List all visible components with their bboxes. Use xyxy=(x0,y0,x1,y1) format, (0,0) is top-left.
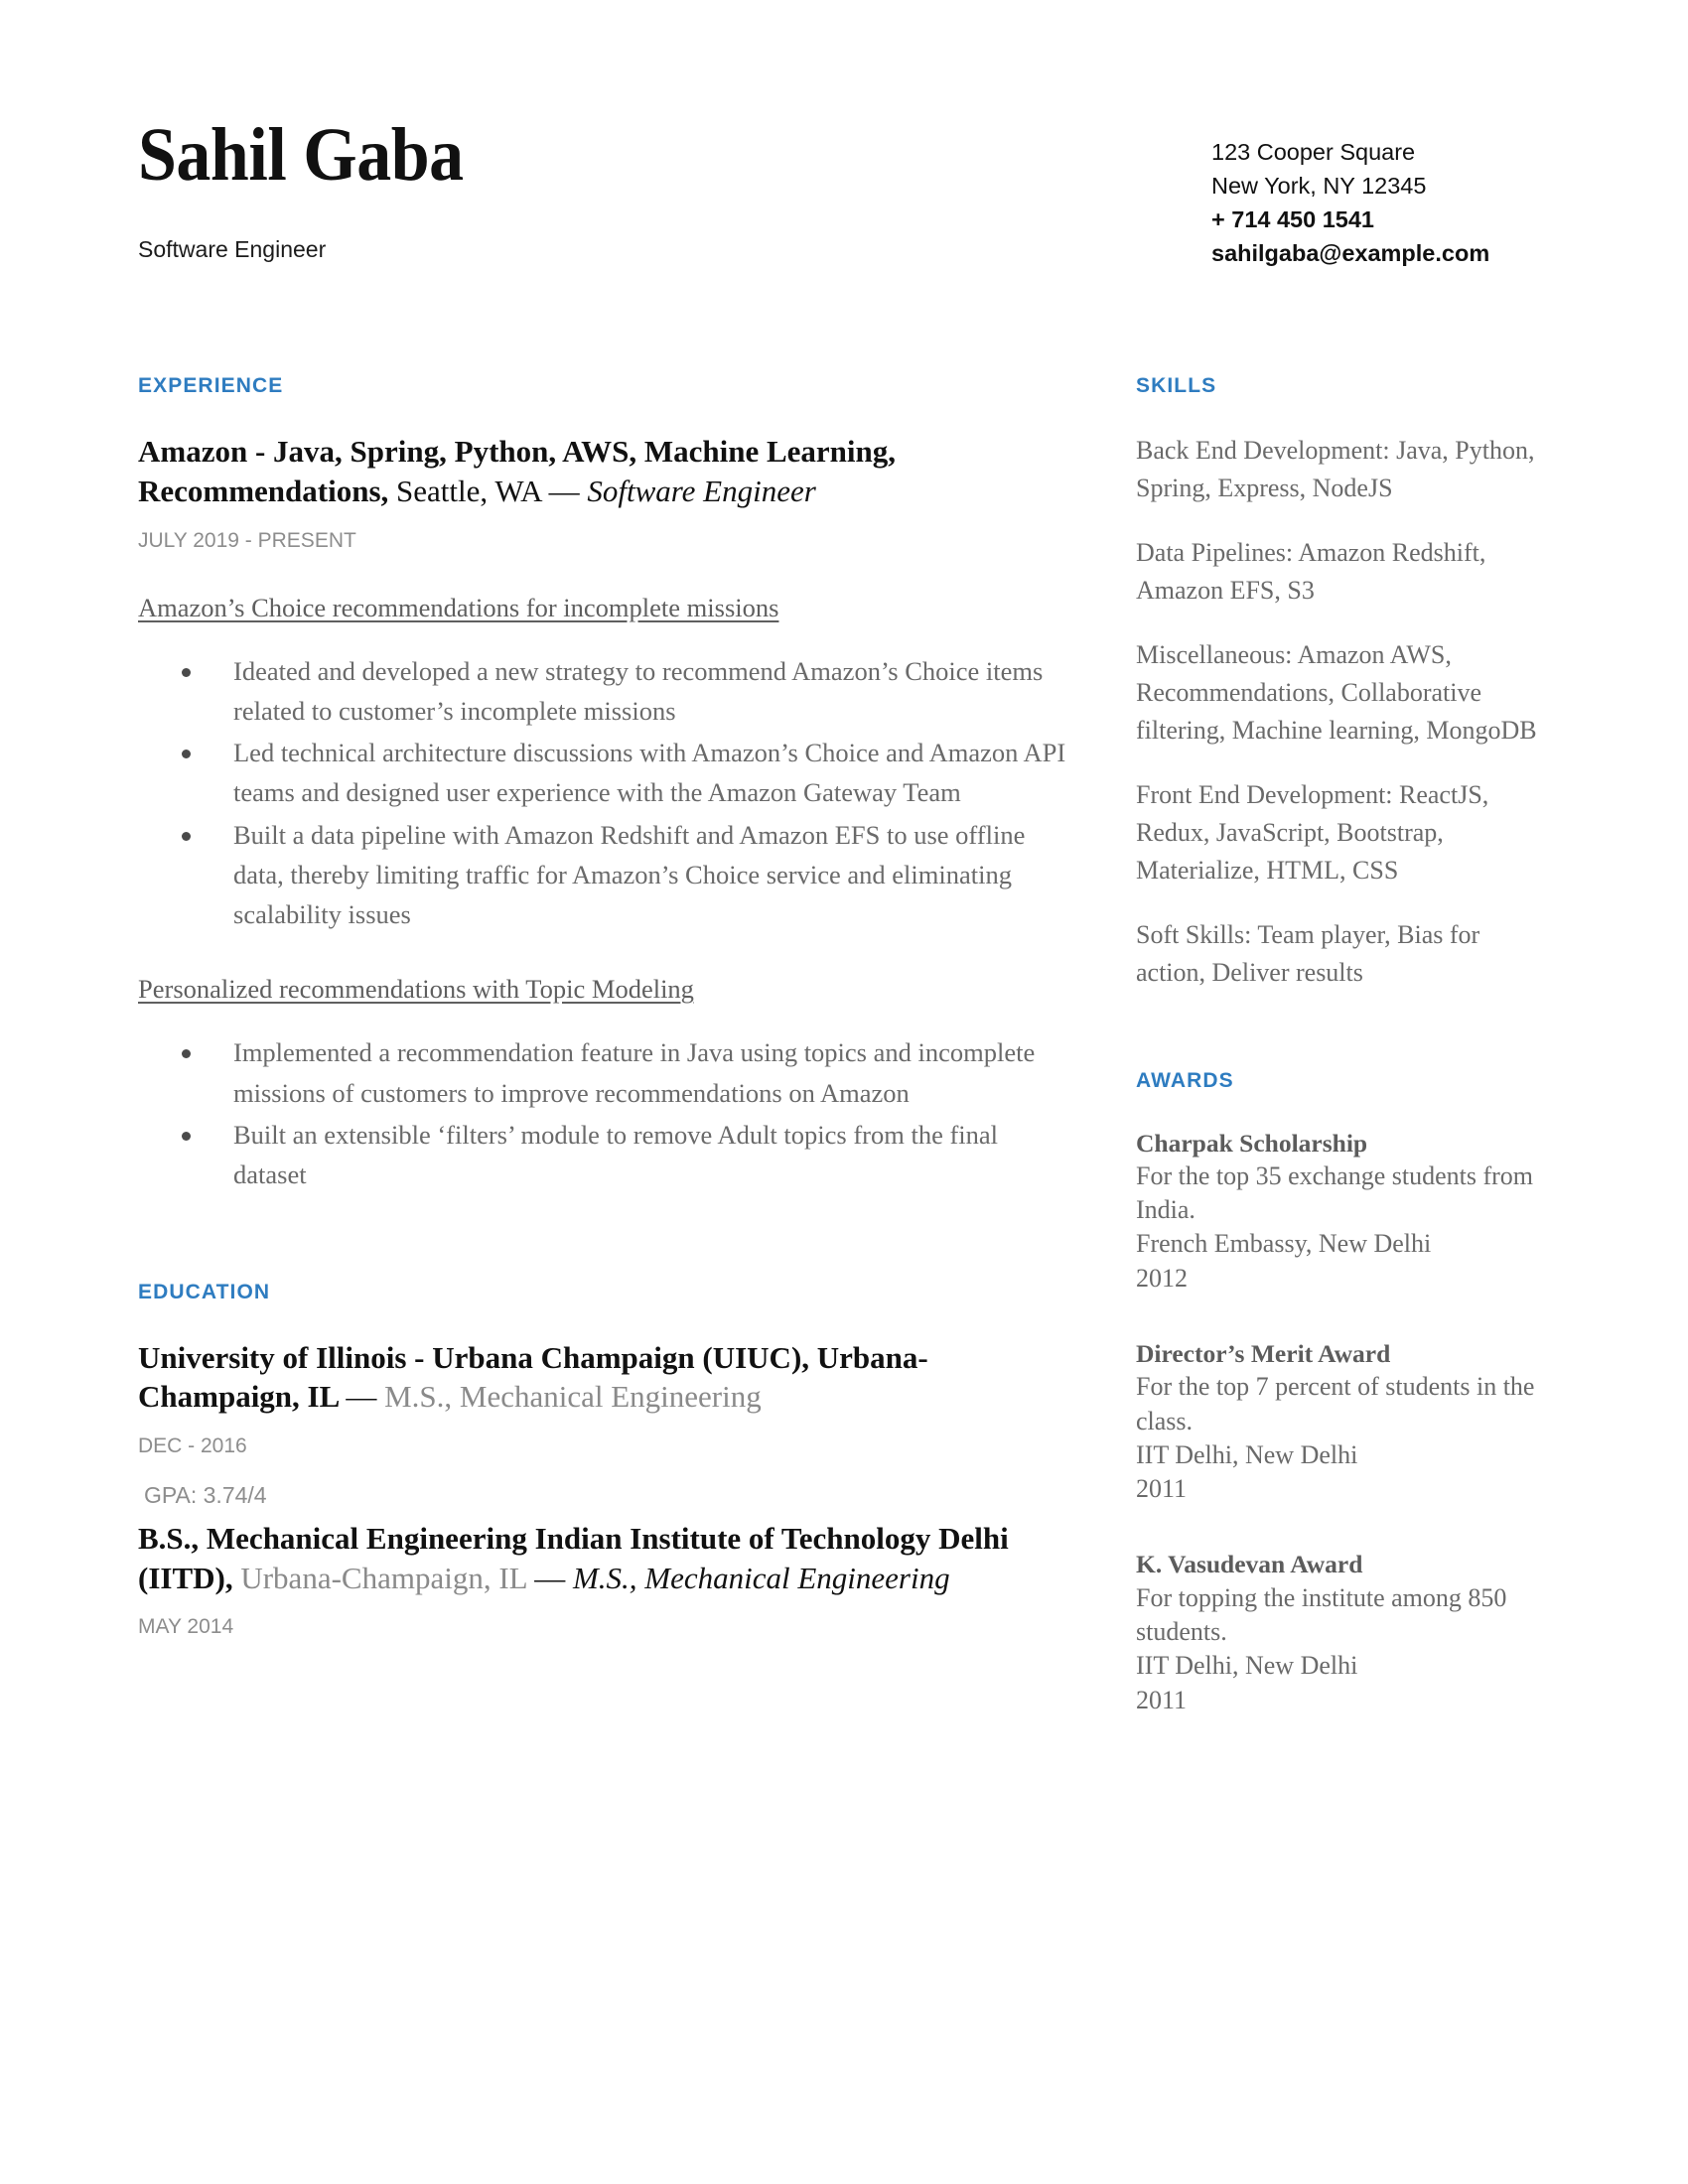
heading-run: Software Engineer xyxy=(587,473,816,508)
awards-list xyxy=(1136,1127,1548,1717)
award-detail-line: For the top 35 exchange students from India. xyxy=(1136,1160,1534,1225)
candidate-name: Sahil Gaba xyxy=(138,113,464,197)
award-detail-line: IIT Delhi, New Delhi xyxy=(1136,1651,1358,1681)
award-detail-line: 2012 xyxy=(1136,1263,1188,1293)
heading-run: M.S., Mechanical Engineering xyxy=(572,1560,950,1595)
bullet-item: Implemented a recommendation feature in Java using topics and incomplete missions of customers to improve recommendations on Amazon xyxy=(176,1032,1071,1113)
heading-run: — xyxy=(346,1379,385,1415)
contact-address-line-2: New York, NY 12345 xyxy=(1211,173,1427,200)
award-name: K. Vasudevan Award xyxy=(1136,1550,1363,1579)
skills-section-title: SKILLS xyxy=(1136,374,1217,398)
heading-run: Seattle, WA xyxy=(388,473,549,508)
skill-group: Miscellaneous: Amazon AWS, Recommendations, Collaborative filtering, Machine learning, MongoDB xyxy=(1136,640,1537,745)
bullet-item: Ideated and developed a new strategy to recommend Amazon’s Choice items related to customer’s incomplete missions xyxy=(176,651,1071,732)
project-subheading: Personalized recommendations with Topic Modeling xyxy=(138,974,694,1005)
heading-run: B.S., Mechanical Engineering Indian Institute of Technology Delhi (IITD), xyxy=(138,1520,1009,1595)
contact-block xyxy=(1211,117,1539,270)
bullet-list xyxy=(138,1032,1071,1194)
heading-run: M.S., Mechanical Engineering xyxy=(384,1379,762,1415)
experience-section xyxy=(138,374,1071,1194)
awards-section-title: AWARDS xyxy=(1136,1068,1234,1092)
skill-group: Back End Development: Java, Python, Spring, Express, NodeJS xyxy=(1136,436,1535,503)
heading-run: Amazon - Java, Spring, Python, AWS, Machine Learning, Recommendations, xyxy=(138,434,897,508)
experience-entry-date: JULY 2019 - PRESENT xyxy=(138,528,356,552)
contact-address-line-1: 123 Cooper Square xyxy=(1211,139,1416,165)
experience-entries xyxy=(138,432,1071,1194)
skill-group: Front End Development: ReactJS, Redux, JavaScript, Bootstrap, Materialize, HTML, CSS xyxy=(1136,779,1489,885)
education-entry-heading xyxy=(138,1519,1071,1597)
education-entries xyxy=(138,1338,1071,1640)
award-detail-line: French Embassy, New Delhi xyxy=(1136,1229,1432,1259)
candidate-job-title: Software Engineer xyxy=(138,236,327,262)
heading-run: Urbana-Champaign, IL xyxy=(232,1560,535,1595)
resume-header xyxy=(0,0,1688,270)
education-entry xyxy=(138,1519,1071,1639)
bullet-list xyxy=(138,651,1071,935)
skill-group: Soft Skills: Team player, Bias for action, Deliver results xyxy=(1136,919,1480,987)
header-identity xyxy=(138,113,1211,263)
award-name: Director’s Merit Award xyxy=(1136,1339,1391,1369)
sidebar-column xyxy=(1136,374,1548,1759)
resume-body xyxy=(0,374,1688,1759)
bullet-item: Led technical architecture discussions with Amazon’s Choice and Amazon API teams and designed user experience with the Amazon Gateway Team xyxy=(176,733,1071,813)
award-item xyxy=(1136,1548,1548,1716)
education-section xyxy=(138,1281,1071,1640)
education-entry-date: MAY 2014 xyxy=(138,1615,234,1639)
education-entry-date: DEC - 2016 xyxy=(138,1433,247,1457)
education-entry-extra: GPA: 3.74/4 xyxy=(144,1481,267,1508)
award-detail-line: 2011 xyxy=(1136,1685,1188,1714)
awards-section xyxy=(1136,1069,1548,1717)
experience-section-title: EXPERIENCE xyxy=(138,374,284,398)
heading-run: — xyxy=(534,1560,573,1595)
award-item xyxy=(1136,1337,1548,1506)
skills-list xyxy=(1136,432,1548,991)
heading-run: — xyxy=(548,473,588,508)
award-name: Charpak Scholarship xyxy=(1136,1128,1368,1158)
experience-entry xyxy=(138,432,1071,1194)
education-section-title: EDUCATION xyxy=(138,1280,271,1303)
skills-section xyxy=(1136,374,1548,991)
education-entry-heading xyxy=(138,1338,1071,1417)
education-entry xyxy=(138,1338,1071,1509)
award-detail-line: For topping the institute among 850 students. xyxy=(1136,1582,1507,1646)
main-column xyxy=(138,374,1071,1649)
award-detail-line: For the top 7 percent of students in the class. xyxy=(1136,1372,1535,1435)
contact-email[interactable]: sahilgaba@example.com xyxy=(1211,240,1490,267)
skill-group: Data Pipelines: Amazon Redshift, Amazon EFS, S3 xyxy=(1136,538,1486,606)
project-subheading: Amazon’s Choice recommendations for incomplete missions xyxy=(138,592,779,622)
heading-run: University of Illinois - Urbana Champaign (UIUC), Urbana-Champaign, IL xyxy=(138,1339,928,1415)
bullet-item: Built an extensible ‘filters’ module to remove Adult topics from the final dataset xyxy=(176,1115,1071,1195)
award-detail-line: IIT Delhi, New Delhi xyxy=(1136,1439,1358,1469)
experience-entry-heading xyxy=(138,432,1071,510)
award-detail-line: 2011 xyxy=(1136,1474,1188,1504)
contact-phone[interactable]: + 714 450 1541 xyxy=(1211,206,1375,233)
award-item xyxy=(1136,1127,1548,1296)
bullet-item: Built a data pipeline with Amazon Redshift and Amazon EFS to use offline data, thereby limiting traffic for Amazon’s Choice service and eliminating scalability issues xyxy=(176,815,1071,935)
